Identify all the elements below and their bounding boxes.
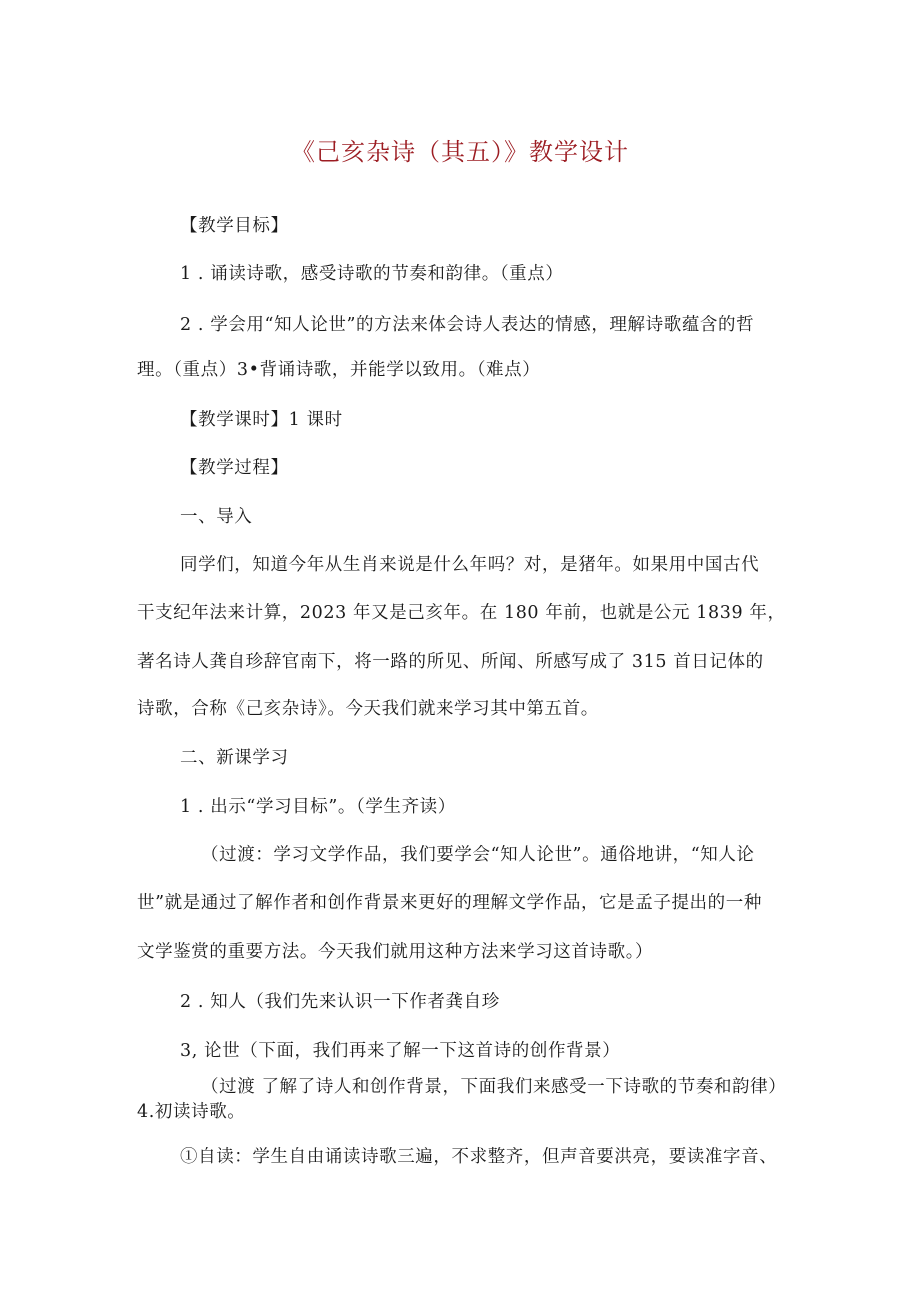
lesson-step-4: 4.初读诗歌。: [137, 1102, 246, 1122]
paragraph-line: 著名诗人龚自珍辞官南下，将一路的所见、所闻、所感写成了 315 首日记体的: [137, 652, 764, 672]
objective-1: 1 . 诵读诗歌，感受诗歌的节奏和韵律。（重点）: [180, 264, 564, 284]
subheading-new-lesson: 二、新课学习: [180, 748, 289, 768]
section-heading-objectives: 【教学目标】: [180, 216, 289, 236]
lesson-step-1: 1 . 出示“学习目标”。（学生齐读）: [180, 797, 456, 817]
objective-2: 2 . 学会用“知人论世”的方法来体会诗人表达的情感，理解诗歌蕴含的哲: [180, 315, 755, 335]
paragraph-line: 诗歌，合称《己亥杂诗》。今天我们就来学习其中第五首。: [137, 699, 599, 719]
paragraph-line: 世”就是通过了解作者和创作背景来更好的理解文学作品，它是孟子提出的一种: [137, 893, 762, 913]
section-heading-hours: 【教学课时】1 课时: [180, 410, 343, 430]
document-title: 《己亥杂诗（其五）》教学设计: [291, 138, 629, 166]
lesson-step-3: 3, 论世（下面，我们再来了解一下这首诗的创作背景）: [180, 1041, 621, 1061]
reading-step-1: ①自读：学生自由诵读诗歌三遍，不求整齐，但声音要洪亮，要读准字音、: [180, 1147, 778, 1167]
lesson-step-2: 2 . 知人（我们先来认识一下作者龚自珍: [180, 992, 500, 1012]
transition-note: （过渡 了解了诗人和创作背景，下面我们来感受一下诗歌的节奏和韵律）: [201, 1077, 787, 1097]
section-heading-process: 【教学过程】: [180, 458, 289, 478]
objective-2-continued: 理。（重点）3•背诵诗歌，并能学以致用。（难点）: [137, 360, 541, 380]
paragraph-line: 干支纪年法来计算，2023 年又是己亥年。在 180 年前，也就是公元 1839 年，: [137, 603, 786, 623]
subheading-introduction: 一、导入: [180, 507, 253, 527]
transition-note: （过渡：学习文学作品，我们要学会“知人论世”。通俗地讲，“知人论: [201, 845, 755, 865]
paragraph-line: 同学们，知道今年从生肖来说是什么年吗？对，是猪年。如果用中国古代: [180, 555, 760, 575]
paragraph-line: 文学鉴赏的重要方法。今天我们就用这种方法来学习这首诗歌。）: [137, 942, 654, 962]
